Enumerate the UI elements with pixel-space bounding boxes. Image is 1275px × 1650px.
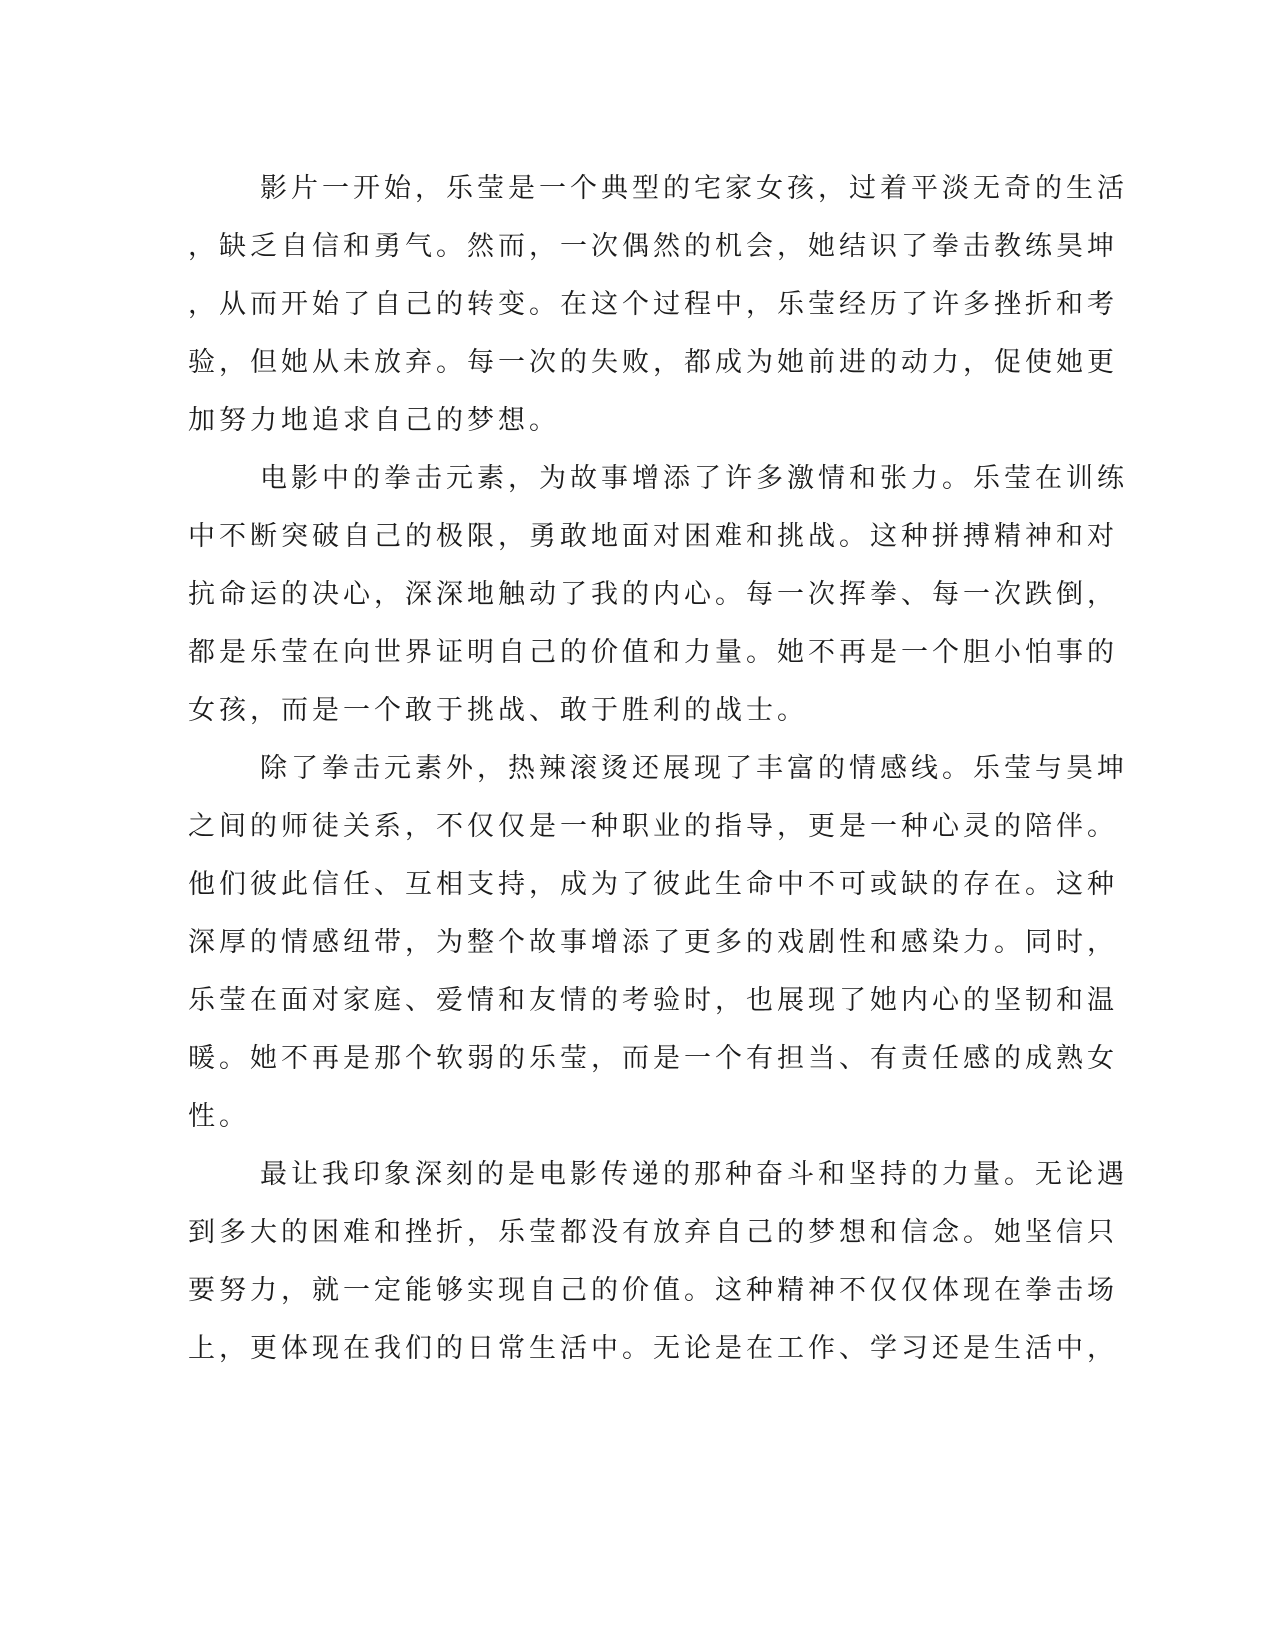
text-line: 暖。她不再是那个软弱的乐莹，而是一个有担当、有责任感的成熟女 xyxy=(188,1043,1118,1074)
text-line: 到多大的困难和挫折，乐莹都没有放弃自己的梦想和信念。她坚信只 xyxy=(188,1217,1118,1248)
document-body xyxy=(188,160,1128,1378)
text-line: 都是乐莹在向世界证明自己的价值和力量。她不再是一个胆小怕事的 xyxy=(188,637,1118,668)
text-line: 最让我印象深刻的是电影传递的那种奋斗和坚持的力量。无论遇 xyxy=(260,1159,1128,1190)
text-line: 中不断突破自己的极限，勇敢地面对困难和挑战。这种拼搏精神和对 xyxy=(188,521,1118,552)
paragraph xyxy=(188,450,1128,740)
text-line: 电影中的拳击元素，为故事增添了许多激情和张力。乐莹在训练 xyxy=(260,463,1128,494)
text-line: 上，更体现在我们的日常生活中。无论是在工作、学习还是生活中， xyxy=(188,1333,1118,1364)
text-line: 他们彼此信任、互相支持，成为了彼此生命中不可或缺的存在。这种 xyxy=(188,869,1118,900)
text-line: 女孩，而是一个敢于挑战、敢于胜利的战士。 xyxy=(188,695,808,726)
text-line: ，缺乏自信和勇气。然而，一次偶然的机会，她结识了拳击教练昊坤 xyxy=(188,231,1118,262)
text-line: 性。 xyxy=(188,1101,250,1132)
text-line: 影片一开始，乐莹是一个典型的宅家女孩，过着平淡无奇的生活 xyxy=(260,173,1128,204)
paragraph xyxy=(188,1146,1128,1378)
text-line: 之间的师徒关系，不仅仅是一种职业的指导，更是一种心灵的陪伴。 xyxy=(188,811,1118,842)
text-line: 加努力地追求自己的梦想。 xyxy=(188,405,560,436)
text-line: 深厚的情感纽带，为整个故事增添了更多的戏剧性和感染力。同时， xyxy=(188,927,1118,958)
text-line: 要努力，就一定能够实现自己的价值。这种精神不仅仅体现在拳击场 xyxy=(188,1275,1118,1306)
paragraph xyxy=(188,160,1128,450)
text-line: 乐莹在面对家庭、爱情和友情的考验时，也展现了她内心的坚韧和温 xyxy=(188,985,1118,1016)
text-line: ，从而开始了自己的转变。在这个过程中，乐莹经历了许多挫折和考 xyxy=(188,289,1118,320)
paragraph xyxy=(188,740,1128,1146)
text-line: 抗命运的决心，深深地触动了我的内心。每一次挥拳、每一次跌倒， xyxy=(188,579,1118,610)
text-line: 验，但她从未放弃。每一次的失败，都成为她前进的动力，促使她更 xyxy=(188,347,1118,378)
text-line: 除了拳击元素外，热辣滚烫还展现了丰富的情感线。乐莹与昊坤 xyxy=(260,753,1128,784)
